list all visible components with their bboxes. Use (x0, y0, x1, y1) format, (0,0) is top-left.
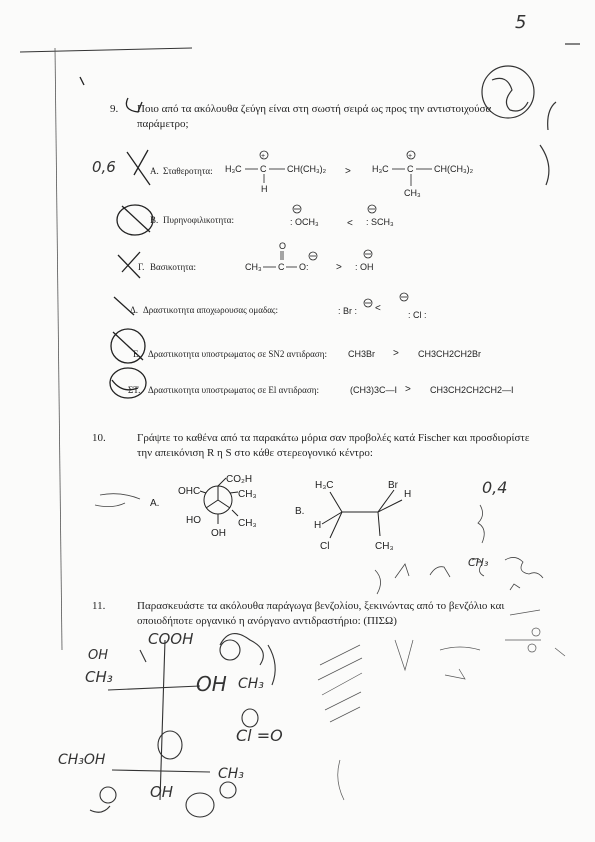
q10-molecule-b (295, 480, 411, 552)
svg-text:H₃C: H₃C (315, 480, 334, 491)
q9-item-d-label: Δραστικοτητα αποχωρουσας ομαδας: (143, 305, 278, 315)
q9-item-e-letter: Ε. (133, 349, 141, 359)
svg-text:: SCH₃: : SCH₃ (366, 217, 394, 227)
margin-line (55, 48, 62, 650)
q9-item-f-right: CH3CH2CH2CH2—I (430, 385, 514, 395)
q9-item-a-op: > (345, 166, 351, 177)
svg-text:CH₃: CH₃ (375, 541, 394, 552)
svg-text:H: H (404, 489, 412, 500)
hw-side-ch3: CH₃ (468, 556, 489, 569)
q9-item-f-left: (CH3)3C—I (350, 385, 398, 395)
svg-text:Br: Br (388, 480, 398, 491)
q9-item-e-label: Δραστικοτητα υποστρωματος σε SN2 αντιδραση: (148, 349, 327, 359)
q9-cross-marks (80, 77, 153, 398)
q9-item-c-op: > (336, 262, 342, 273)
svg-text:: Br :: : Br : (338, 306, 358, 316)
svg-text:CH₃: CH₃ (404, 188, 421, 198)
top-rule-line (20, 48, 192, 52)
q9-item-b-label: Πυρηνοφιλικοτητα: (163, 215, 235, 225)
hw-ch3-left: CH₃ (85, 668, 113, 686)
svg-text:CH₃: CH₃ (238, 518, 257, 529)
q9-item-d-structure (338, 293, 427, 320)
hw-ch3-bottom: CH₃ (218, 766, 244, 782)
q9-item-f-letter: ΣΤ. (128, 385, 141, 395)
svg-text:H: H (314, 520, 322, 531)
q9-item-f-op: > (405, 384, 411, 395)
svg-text:HO: HO (186, 515, 201, 526)
svg-text:Cl: Cl (320, 541, 330, 552)
q10-scribbles-right (95, 494, 543, 594)
svg-text:CH(CH₃)₂: CH(CH₃)₂ (287, 164, 327, 174)
q11-scribbles-right (318, 610, 565, 800)
q10-mol-b-letter: B. (295, 506, 305, 517)
q10-score-note: 0,4 (482, 478, 508, 497)
q9-item-c-label: Βασικοτητα: (150, 262, 196, 272)
q11-text-line2: οποιοδήποτε οργανικό η ανόργανο αντιδραστήριο: (ΠΙΣΩ) (137, 615, 397, 627)
q11-text-line1: Παρασκευάστε τα ακόλουθα παράγωγα βενζολίου, ξεκινώντας από το βενζόλιο και (137, 600, 505, 612)
hw-ch3-right: CH₃ (238, 676, 264, 692)
svg-text:H: H (261, 184, 268, 194)
svg-text:C: C (278, 262, 285, 272)
q10-molecule-a (150, 474, 257, 539)
q9-item-a-letter: A. (150, 166, 159, 176)
hw-ch3oh: CH₃OH (58, 752, 106, 768)
q10-text-line2: την απεικόνιση R η S στο κάθε στερεογονικό κέντρο: (137, 447, 373, 459)
hw-cooh: COOH (148, 630, 194, 648)
hw-oh-left: OH (88, 648, 109, 663)
svg-text:: OH: : OH (355, 262, 374, 272)
q10-number: 10. (92, 432, 106, 444)
q9-text-line1: Ποιο από τα ακόλουθα ζεύγη είναι στη σωστή σειρά ως προς την αντιστοιχούσα (137, 103, 492, 115)
svg-text:CO₂H: CO₂H (226, 474, 253, 485)
q9-item-b-letter: B. (150, 215, 159, 225)
svg-text:H₃C: H₃C (225, 164, 242, 174)
hw-cl-note: Cl =O (236, 726, 283, 745)
svg-text:OH: OH (211, 528, 226, 539)
svg-text:: Cl :: : Cl : (408, 310, 427, 320)
page-mark: 5 (515, 12, 527, 33)
hw-oh-right: OH (196, 672, 227, 696)
svg-text:H₃C: H₃C (372, 164, 389, 174)
q9-item-f-label: Δραστικοτητα υποστρωματος σε El αντιδραση: (148, 385, 319, 395)
svg-text:CH(CH₃)₂: CH(CH₃)₂ (434, 164, 474, 174)
q9-item-e-right: CH3CH2CH2Br (418, 349, 482, 359)
svg-text:CH₃: CH₃ (238, 489, 257, 500)
q9-item-e-op: > (393, 348, 399, 359)
q9-item-b-structure (290, 205, 394, 227)
svg-text:C: C (260, 164, 267, 174)
svg-text:O:: O: (299, 262, 309, 272)
q11-number: 11. (92, 600, 106, 612)
svg-text:O: O (279, 241, 287, 251)
q9-score-note: 0,6 (92, 158, 116, 176)
q9-item-c-structure (245, 241, 374, 272)
svg-text:: OCH₃: : OCH₃ (290, 217, 319, 227)
q9-item-a-label: Σταθερoτητα: (163, 166, 213, 176)
svg-text:OHC: OHC (178, 486, 201, 497)
q9-item-e-left: CH3Br (348, 349, 376, 359)
hw-oh-bottom: OH (150, 783, 174, 801)
svg-text:CH₃: CH₃ (245, 262, 262, 272)
q9-item-d-op: < (375, 303, 381, 314)
svg-text:C: C (407, 164, 414, 174)
q9-item-b-op: < (347, 218, 353, 229)
q9-item-a-structure (225, 151, 474, 198)
svg-text:+: + (261, 153, 266, 160)
q10-text-line1: Γράψτε το καθένα από τα παρακάτω μόρια σαν προβολές κατά Fischer και προσδιορίστε (137, 432, 530, 444)
q9-number: 9. (110, 103, 119, 115)
q10-mol-a-letter: A. (150, 498, 160, 509)
scribble-top-right (482, 66, 556, 185)
q9-text-line2: παράμετρο; (137, 118, 189, 130)
svg-text:+: + (408, 153, 413, 160)
q9-item-d-letter: Δ. (130, 305, 139, 315)
q9-item-c-letter: Γ. (138, 262, 145, 272)
